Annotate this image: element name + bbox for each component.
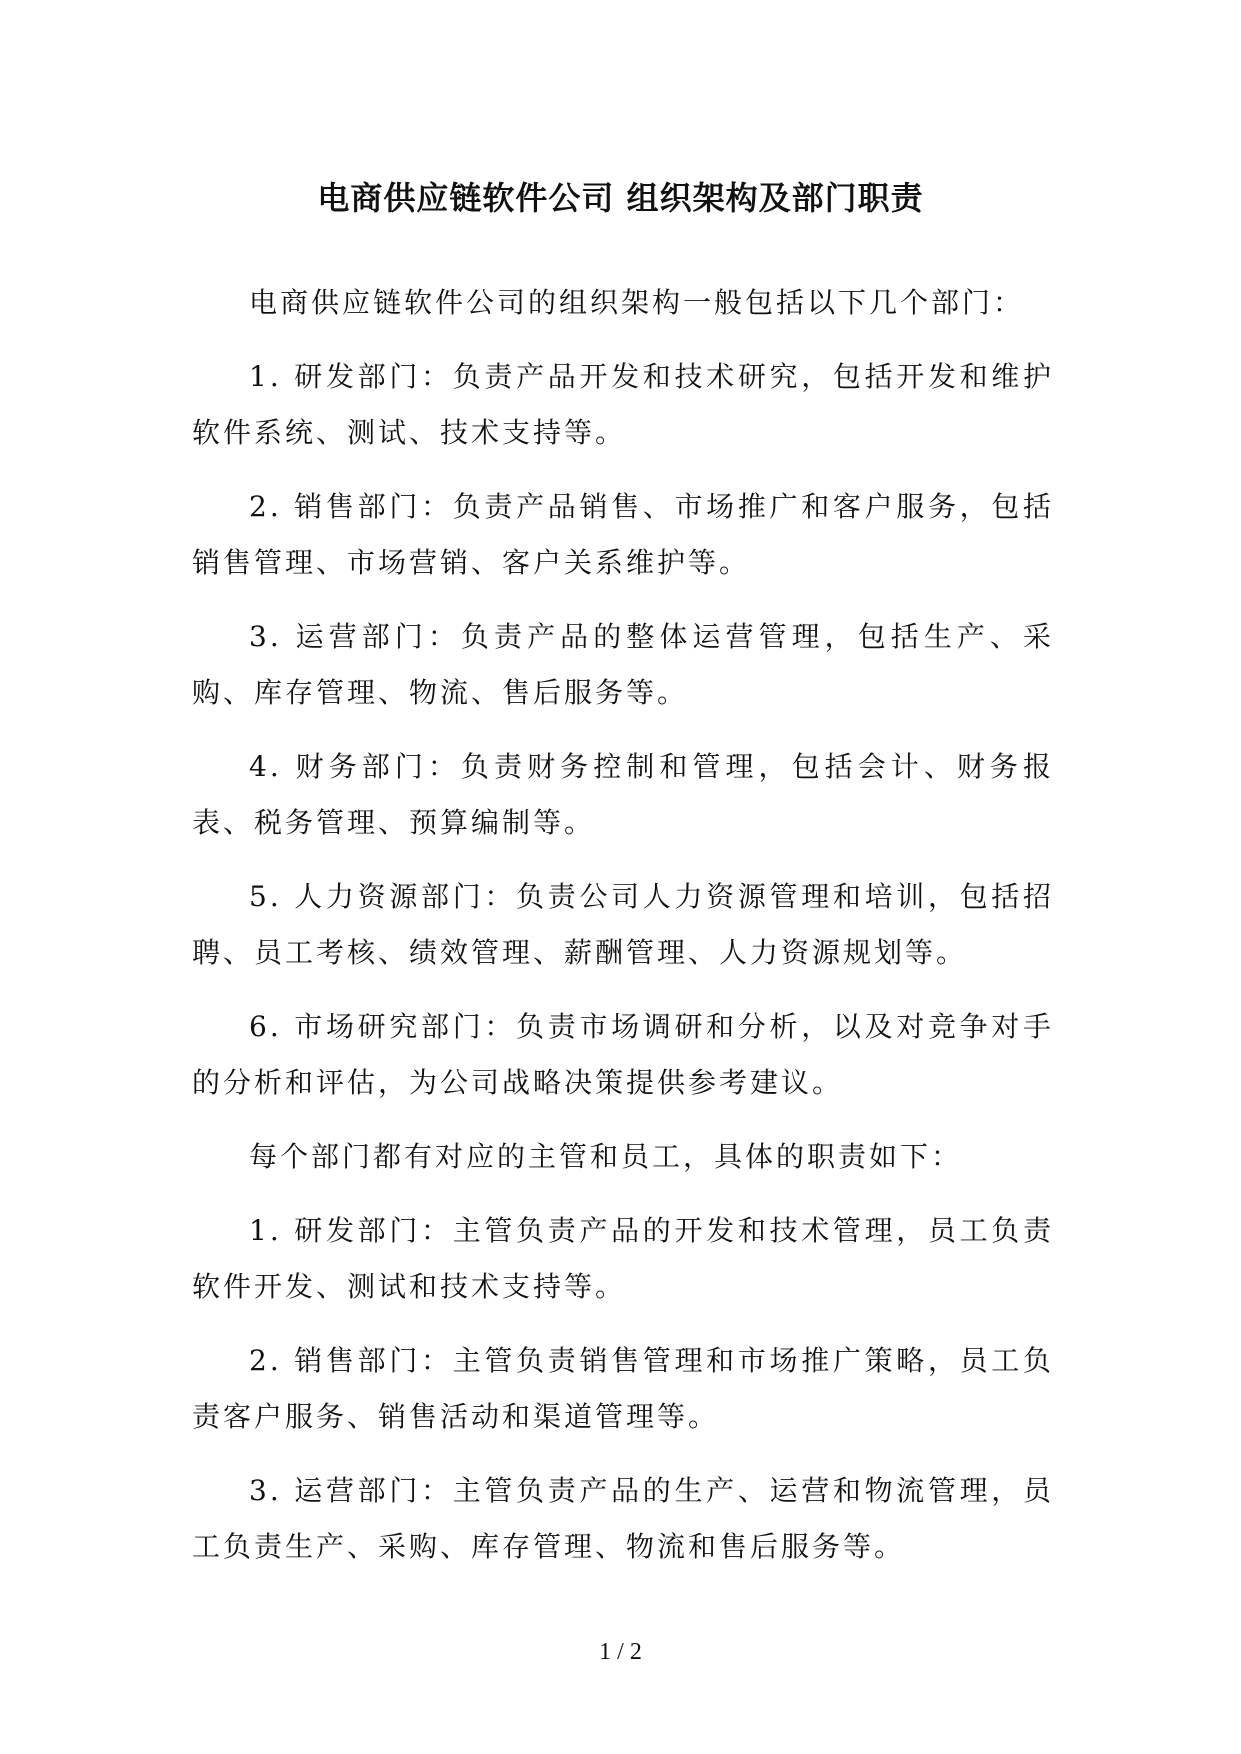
duty-item-rd: 1. 研发部门：主管负责产品的开发和技术管理，员工负责软件开发、测试和技术支持等。 bbox=[192, 1214, 1054, 1303]
duty-item-operations: 3. 运营部门：主管负责产品的生产、运营和物流管理，员工负责生产、采购、库存管理、物流和售后服务等。 bbox=[192, 1474, 1054, 1563]
duty-item-sales: 2. 销售部门：主管负责销售管理和市场推广策略，员工负责客户服务、销售活动和渠道管理等。 bbox=[192, 1344, 1054, 1433]
list-item-market-research: 6. 市场研究部门：负责市场调研和分析，以及对竞争对手的分析和评估，为公司战略决策提供参考建议。 bbox=[192, 1010, 1054, 1099]
list-item-sales: 2. 销售部门：负责产品销售、市场推广和客户服务，包括销售管理、市场营销、客户关系维护等。 bbox=[192, 490, 1054, 579]
document-body bbox=[192, 275, 1054, 1593]
document-title: 电商供应链软件公司 组织架构及部门职责 bbox=[317, 179, 924, 217]
list-item-operations: 3. 运营部门：负责产品的整体运营管理，包括生产、采购、库存管理、物流、售后服务等。 bbox=[192, 620, 1054, 709]
list-item-rd: 1. 研发部门：负责产品开发和技术研究，包括开发和维护软件系统、测试、技术支持等。 bbox=[192, 360, 1054, 449]
duties-intro-paragraph: 每个部门都有对应的主管和员工，具体的职责如下： bbox=[249, 1140, 963, 1173]
intro-paragraph: 电商供应链软件公司的组织架构一般包括以下几个部门： bbox=[249, 286, 1025, 319]
list-item-hr: 5. 人力资源部门：负责公司人力资源管理和培训，包括招聘、员工考核、绩效管理、薪酬管理、人力资源规划等。 bbox=[192, 880, 1054, 969]
page-number: 1 / 2 bbox=[599, 1639, 642, 1665]
list-item-finance: 4. 财务部门：负责财务控制和管理，包括会计、财务报表、税务管理、预算编制等。 bbox=[192, 750, 1054, 839]
